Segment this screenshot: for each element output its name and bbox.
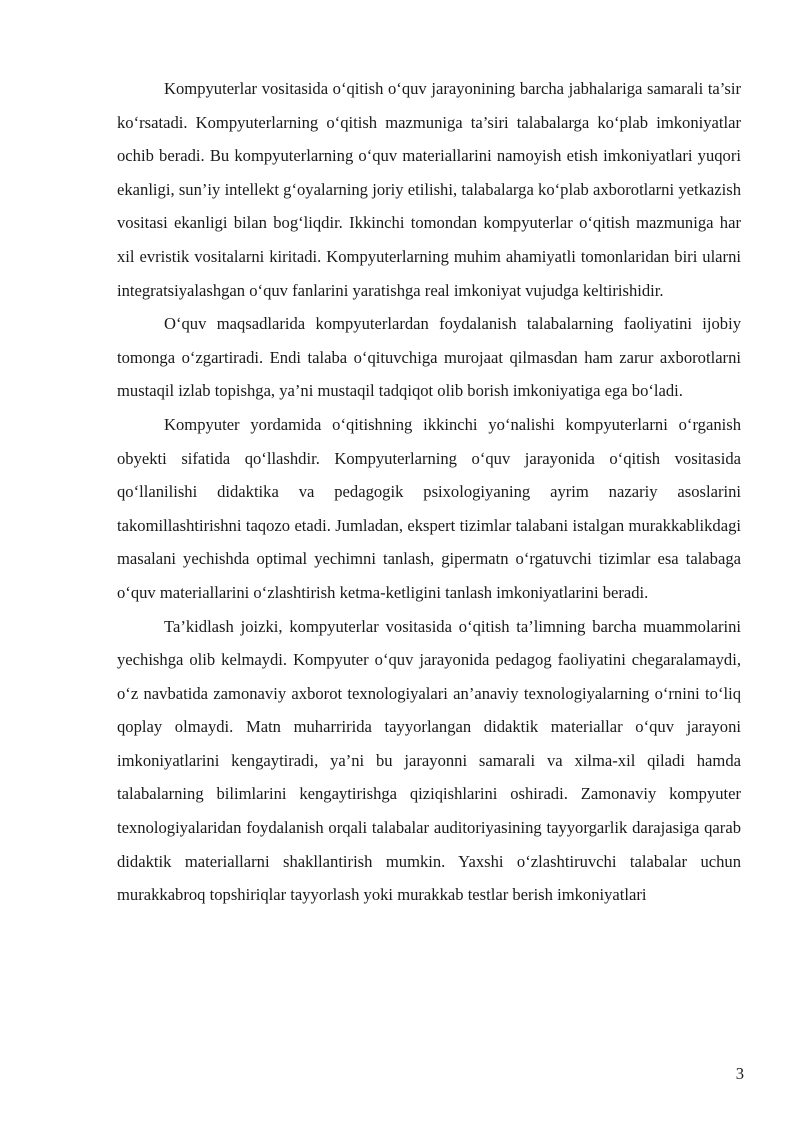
paragraph-4: Ta’kidlash joizki, kompyuterlar vositasida o‘qitish ta’limning barcha muammolarini yechishga olib kelmaydi. Kompyuter o‘quv jarayonida pedagog faoliyatini chegaralamaydi, o‘z navbatida zamonaviy axborot texnologiyalari an’anaviy texnologiyalarning o‘rnini to‘liq qoplay olmaydi. Matn muharririda tayyorlangan didaktik materiallar o‘quv jarayoni imkoniyatlarini kengaytiradi, ya’ni bu jarayonni samarali va xilma-xil qiladi hamda talabalarning bilimlarini kengaytirishga qiziqishlarini oshiradi. Zamonaviy kompyuter texnologiyalaridan foydalanish orqali talabalar auditoriyasining tayyorgarlik darajasiga qarab didaktik materiallarni shakllantirish mumkin. Yaxshi o‘zlashtiruvchi talabalar uchun murakkabroq topshiriqlar tayyorlash yoki murakkab testlar berish imkoniyatlari (117, 616, 741, 905)
page-number: 3 (735, 1064, 744, 1083)
paragraph-1: Kompyuterlar vositasida o‘qitish o‘quv jarayonining barcha jabhalariga samarali ta’sir ko‘rsatadi. Kompyuterlarning o‘qitish mazmuniga ta’siri talabalarga ko‘plab imkoniyatlar ochib beradi. Bu kompyuterlarning o‘quv materiallarini namoyish etish imkoniyatlari yuqori ekanligi, sun’iy intellekt g‘oyalarning joriy etilishi, talabalarga ko‘plab axborotlarni yetkazish vositasi ekanligi bilan bog‘liqdir. Ikkinchi tomondan kompyuterlar o‘qitish mazmuniga har xil evristik vositalarni kiritadi. Kompyuterlarning muhim ahamiyatli tomonlaridan biri ularni integratsiyalashgan o‘quv fanlarini yaratishga real imkoniyat vujudga keltirishidir. (117, 79, 741, 300)
body-text (117, 72, 741, 912)
paragraph-2: O‘quv maqsadlarida kompyuterlardan foydalanish talabalarning faoliyatini ijobiy tomonga o‘zgartiradi. Endi talaba o‘qituvchiga murojaat qilmasdan ham zarur axborotlarni mustaqil izlab topishga, ya’ni mustaqil tadqiqot olib borish imkoniyatiga ega bo‘ladi. (117, 314, 741, 401)
paragraph-3: Kompyuter yordamida o‘qitishning ikkinchi yo‘nalishi kompyuterlarni o‘rganish obyekti sifatida qo‘llashdir. Kompyuterlarning o‘quv jarayonida o‘qitish vositasida qo‘llanilishi didaktika va pedagogik psixologiyaning ayrim nazariy asoslarini takomillashtirishni taqozo etadi. Jumladan, ekspert tizimlar talabani istalgan murakkablikdagi masalani yechishda optimal yechimni tanlash, gipermatn o‘rgatuvchi tizimlar esa talabaga o‘quv materiallarini o‘zlashtirish ketma-ketligini tanlash imkoniyatlarini beradi. (117, 414, 741, 602)
